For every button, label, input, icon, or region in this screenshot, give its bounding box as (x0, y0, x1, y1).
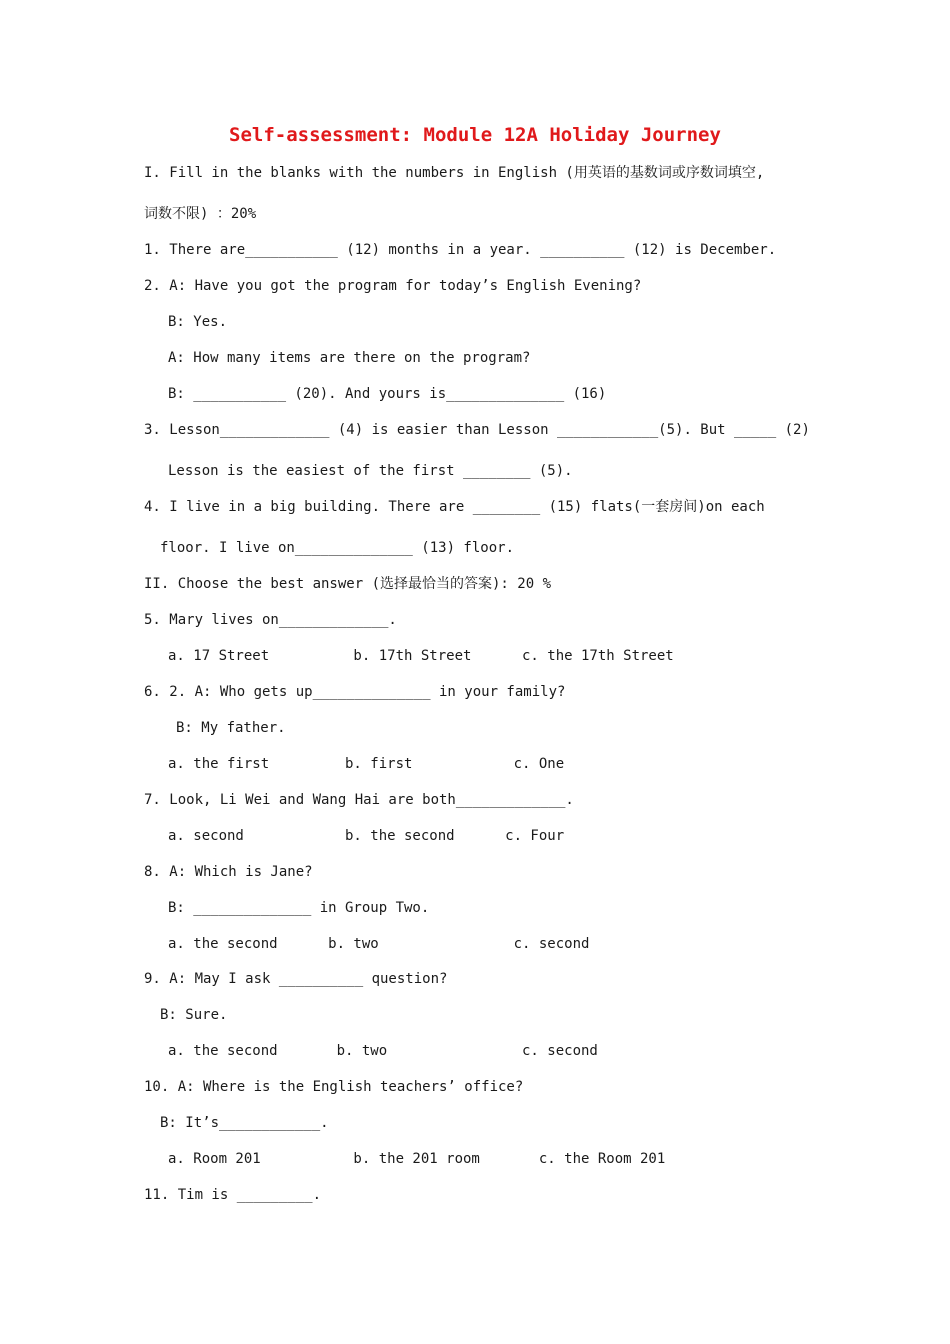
question-3-cont: Lesson is the easiest of the first ________ (5). (168, 463, 573, 479)
section-heading-1: I. Fill in the blanks with the numbers in English (用英语的基数词或序数词填空, (144, 165, 765, 181)
question-6: 6. 2. A: Who gets up______________ in your family? (144, 684, 566, 700)
question-4-cont: floor. I live on______________ (13) floor. (160, 540, 515, 556)
question-2-line: A: How many items are there on the program? (168, 350, 531, 366)
question-8-line: B: ______________ in Group Two. (168, 900, 430, 916)
question-10-options: a. Room 201 b. the 201 room c. the Room 201 (168, 1151, 666, 1167)
question-7-options: a. second b. the second c. Four (168, 828, 565, 844)
question-5-options: a. 17 Street b. 17th Street c. the 17th Street (168, 648, 674, 664)
question-9-line: B: Sure. (160, 1007, 228, 1023)
question-8-options: a. the second b. two c. second (168, 936, 590, 952)
question-11: 11. Tim is _________. (144, 1187, 322, 1203)
question-1: 1. There are___________ (12) months in a year. __________ (12) is December. (144, 242, 777, 258)
question-2: 2. A: Have you got the program for today’s English Evening? (144, 278, 642, 294)
question-8: 8. A: Which is Jane? (144, 864, 313, 880)
question-2-line: B: Yes. (168, 314, 228, 330)
question-6-line: B: My father. (176, 720, 286, 736)
question-10: 10. A: Where is the English teachers’ office? (144, 1079, 524, 1095)
page-title: Self-assessment: Module 12A Holiday Journey (229, 124, 721, 146)
section-heading-1-cont: 词数不限) ：20% (144, 206, 257, 222)
question-4: 4. I live in a big building. There are ________ (15) flats(一套房间)on each (144, 499, 765, 515)
question-5: 5. Mary lives on_____________. (144, 612, 397, 628)
question-6-options: a. the first b. first c. One (168, 756, 565, 772)
question-3: 3. Lesson_____________ (4) is easier than Lesson ____________(5). But _____ (2) (144, 422, 810, 438)
question-9-options: a. the second b. two c. second (168, 1043, 598, 1059)
question-7: 7. Look, Li Wei and Wang Hai are both_____________. (144, 792, 574, 808)
question-2-line: B: ___________ (20). And yours is______________ (16) (168, 386, 607, 402)
section-heading-2: II. Choose the best answer (选择最恰当的答案): 20 % (144, 576, 552, 592)
question-9: 9. A: May I ask __________ question? (144, 971, 448, 987)
question-10-line: B: It’s____________. (160, 1115, 329, 1131)
